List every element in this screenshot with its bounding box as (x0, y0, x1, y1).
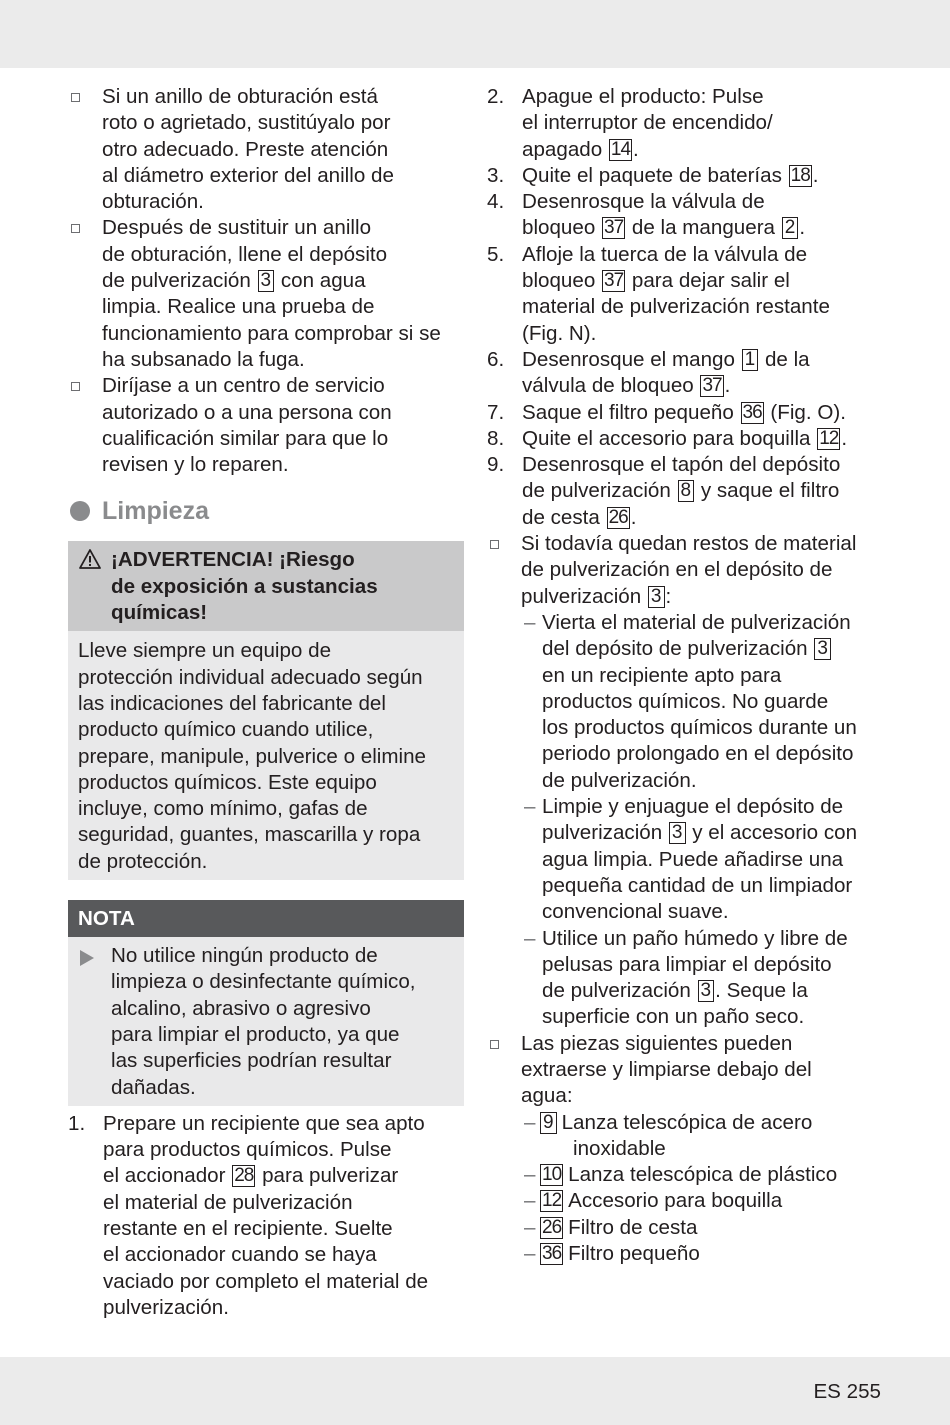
text-segment: de pulverización (542, 979, 697, 1003)
text-line: autorizado o a una persona con (102, 400, 392, 424)
part-reference: 12 (542, 1190, 562, 1212)
text-line (542, 636, 887, 662)
text-segment: con agua (275, 269, 366, 293)
text-segment: el accionador (103, 1164, 232, 1188)
step-number: 2. (487, 85, 505, 108)
text-segment: y saque el filtro (695, 479, 840, 503)
dash-marker: – (524, 1163, 536, 1187)
part-reference: 3 (814, 638, 831, 660)
text-line: Si todavía quedan restos de material (521, 532, 857, 556)
text-segment: Desenrosque el mango (522, 347, 741, 371)
text-line: agua limpia. Puede añadirse una (542, 847, 844, 871)
numbered-step (487, 426, 887, 452)
text-line: de pulverización. (542, 768, 697, 792)
text-segment: bloqueo (522, 216, 602, 240)
dash-marker: – (524, 926, 536, 950)
top-bar (0, 0, 950, 68)
right-column (487, 84, 887, 1267)
step-number: 1. (68, 1111, 86, 1135)
text-line: Desenrosque el tapón del depósito (522, 453, 841, 477)
bullet-item (68, 373, 464, 478)
text-line: alcalino, abrasivo o agresivo (111, 996, 371, 1020)
text-line: Lleve siempre un equipo de (78, 639, 332, 663)
checkbox-bullet-icon (490, 1040, 499, 1049)
text-line (542, 978, 887, 1004)
text-line: químicas! (111, 601, 208, 625)
text-line: prepare, manipule, pulverice o elimine (78, 744, 426, 768)
parts-list-item (522, 1188, 887, 1214)
part-reference: 10 (542, 1164, 562, 1186)
text-segment: pulverización (521, 584, 647, 608)
dash-marker: – (524, 795, 536, 819)
text-line: material de pulverización restante (522, 295, 830, 319)
dash-item (522, 610, 887, 794)
text-line: otro adecuado. Preste atención (102, 137, 389, 161)
text-line: Apague el producto: Pulse (522, 85, 764, 108)
text-line: de pulverización en el depósito de (521, 558, 833, 582)
text-segment: de pulverización (522, 479, 677, 503)
numbered-step (487, 189, 887, 242)
text-line: productos químicos. No guarde (542, 689, 829, 713)
text-line: Después de sustituir un anillo (102, 216, 372, 240)
text-line (539, 1110, 887, 1136)
text-segment: de cesta (522, 505, 606, 529)
text-line (102, 268, 464, 294)
text-line: vaciado por completo el material de (103, 1269, 429, 1293)
text-segment: de la manguera (626, 216, 781, 240)
bullet-item (68, 215, 464, 373)
checkbox-bullet-icon (71, 93, 80, 102)
parts-list-item (522, 1162, 887, 1188)
text-line: limpieza o desinfectante químico, (111, 970, 416, 994)
text-line (539, 1162, 887, 1188)
text-segment: . (799, 216, 806, 240)
part-reference: 3 (698, 980, 715, 1002)
text-line: ¡ADVERTENCIA! ¡Riesgo (111, 548, 355, 572)
text-line (522, 478, 887, 504)
text-line: protección individual adecuado según (78, 665, 423, 689)
left-column (68, 84, 464, 1321)
text-line: de protección. (78, 849, 208, 873)
checkbox-bullet-icon (71, 224, 80, 233)
text-line: dañadas. (111, 1075, 196, 1099)
text-segment: Saque el filtro pequeño (522, 400, 740, 424)
text-line: inoxidable (573, 1136, 666, 1160)
text-line (522, 215, 887, 241)
warning-triangle-icon (79, 549, 101, 569)
text-line: agua: (521, 1084, 573, 1108)
part-reference: 37 (702, 375, 722, 397)
text-segment: bloqueo (522, 269, 602, 293)
text-segment: pulverización (542, 821, 668, 845)
part-reference: 26 (542, 1216, 562, 1238)
text-line (522, 400, 887, 426)
page-number: ES 255 (813, 1380, 881, 1403)
text-line: el accionador cuando se haya (103, 1243, 377, 1267)
text-line: las superficies podrían resultar (111, 1049, 392, 1073)
text-line: obturación. (102, 190, 204, 214)
part-reference: 37 (604, 270, 624, 292)
dash-marker: – (524, 1110, 536, 1134)
text-line: superficie con un paño seco. (542, 1005, 805, 1029)
parts-list-item (522, 1110, 887, 1163)
text-segment: de la (759, 347, 810, 371)
text-segment: Lanza telescópica de acero (561, 1110, 813, 1134)
part-reference: 8 (678, 480, 695, 502)
text-line: Vierta el material de pulverización (542, 610, 851, 634)
warning-body (68, 631, 464, 880)
text-line: Desenrosque la válvula de (522, 190, 765, 214)
part-reference: 26 (608, 506, 628, 528)
dash-marker: – (524, 1242, 536, 1266)
part-reference: 2 (782, 217, 799, 239)
text-line (103, 1163, 464, 1189)
text-line: No utilice ningún producto de (111, 944, 378, 968)
part-reference: 14 (610, 138, 631, 160)
arrow-right-icon (80, 950, 94, 966)
text-line: en un recipiente apto para (542, 663, 782, 687)
text-line: producto químico cuando utilice, (78, 718, 374, 742)
text-line: Diríjase a un centro de servicio (102, 374, 385, 398)
text-line: Las piezas siguientes pueden (521, 1031, 793, 1055)
text-segment: para pulverizar (256, 1164, 399, 1188)
text-line: restante en el recipiente. Suelte (103, 1216, 393, 1240)
checkbox-bullet-icon (71, 382, 80, 391)
text-line (539, 1241, 887, 1267)
text-line: el interruptor de encendido/ (522, 111, 773, 135)
part-reference: 9 (540, 1112, 557, 1134)
text-line (522, 137, 887, 163)
text-line: convencional suave. (542, 900, 729, 924)
text-line: funcionamiento para comprobar si se (102, 321, 441, 345)
dash-marker: – (524, 1189, 536, 1213)
parts-list-item (522, 1215, 887, 1241)
text-line: Afloje la tuerca de la válvula de (522, 242, 808, 266)
section-dot-icon (70, 501, 90, 521)
part-reference: 3 (669, 822, 686, 844)
text-segment: Filtro pequeño (568, 1242, 700, 1266)
numbered-step (487, 163, 887, 189)
text-segment: (Fig. O). (764, 400, 846, 424)
text-line: ha subsanado la fuga. (102, 347, 305, 371)
text-line: productos químicos. Este equipo (78, 770, 377, 794)
text-line (522, 268, 887, 294)
text-segment: para dejar salir el (626, 269, 790, 293)
text-segment: del depósito de pulverización (542, 637, 814, 661)
numbered-step (487, 84, 887, 163)
text-line: para productos químicos. Pulse (103, 1138, 392, 1162)
part-reference: 3 (648, 586, 665, 608)
dash-item (522, 794, 887, 925)
step-number: 3. (487, 163, 505, 187)
text-line (522, 347, 887, 373)
part-reference: 28 (234, 1165, 254, 1187)
part-reference: 12 (819, 427, 839, 449)
text-line: cualificación similar para que lo (102, 426, 389, 450)
step-number: 9. (487, 453, 505, 477)
bullet-item (68, 84, 464, 215)
text-segment: Accesorio para boquilla (568, 1189, 783, 1213)
text-line: seguridad, guantes, mascarilla y ropa (78, 823, 421, 847)
section-title (68, 495, 464, 527)
text-segment: de pulverización (102, 269, 257, 293)
step-number: 8. (487, 426, 505, 450)
text-line (539, 1215, 887, 1241)
text-segment: Lanza telescópica de plástico (568, 1163, 838, 1187)
text-line: al diámetro exterior del anillo de (102, 163, 394, 187)
bullet-item (487, 1031, 887, 1110)
text-segment: . (841, 426, 848, 450)
step-number: 4. (487, 190, 505, 214)
step-number: 6. (487, 347, 505, 371)
note-box (68, 900, 464, 1106)
text-segment: apagado (522, 137, 608, 161)
text-line (539, 1188, 887, 1214)
part-reference: 37 (604, 217, 624, 239)
text-segment: Quite el paquete de baterías (522, 163, 788, 187)
text-segment: : (665, 584, 672, 608)
text-line: para limpiar el producto, ya que (111, 1022, 400, 1046)
part-reference: 1 (742, 349, 759, 371)
text-segment: . (633, 137, 639, 161)
step-number: 7. (487, 400, 505, 424)
text-line: de obturación, llene el depósito (102, 242, 388, 266)
numbered-step (487, 452, 887, 531)
text-line: Utilice un paño húmedo y libre de (542, 926, 848, 950)
numbered-step (487, 400, 887, 426)
text-segment: . Seque la (715, 979, 808, 1003)
text-line: extraerse y limpiarse debajo del (521, 1057, 812, 1081)
section-title-text: Limpieza (102, 497, 209, 526)
text-segment: y el accesorio con (686, 821, 858, 845)
text-line: pulverización. (103, 1295, 229, 1319)
text-line: los productos químicos durante un (542, 716, 857, 740)
text-line (522, 373, 887, 399)
part-reference: 36 (542, 1243, 562, 1265)
dash-item (522, 926, 887, 1031)
text-segment: . (812, 163, 819, 187)
text-line (522, 505, 887, 531)
step-number: 5. (487, 242, 505, 266)
text-line: revisen y lo reparen. (102, 453, 289, 477)
text-line: limpia. Realice una prueba de (102, 295, 375, 319)
text-line: el material de pulverización (103, 1190, 353, 1214)
part-reference: 3 (258, 270, 275, 292)
checkbox-bullet-icon (490, 540, 499, 549)
text-segment: Quite el accesorio para boquilla (522, 426, 817, 450)
text-segment: . (724, 374, 731, 398)
text-line: de exposición a sustancias (111, 574, 378, 598)
text-line: periodo prolongado en el depósito (542, 742, 854, 766)
dash-marker: – (524, 610, 536, 634)
note-body (68, 937, 464, 1106)
note-header: NOTA (68, 900, 464, 937)
part-reference: 36 (742, 401, 762, 423)
text-line: las indicaciones del fabricante del (78, 691, 386, 715)
text-line: pelusas para limpiar el depósito (542, 952, 832, 976)
parts-list-item (522, 1241, 887, 1267)
text-segment: . (630, 505, 637, 529)
text-line: roto o agrietado, sustitúyalo por (102, 111, 391, 135)
text-line (522, 163, 887, 189)
warning-box (68, 541, 464, 880)
text-line (522, 426, 887, 452)
text-segment: Filtro de cesta (568, 1215, 698, 1239)
text-line (521, 584, 887, 610)
numbered-step (487, 347, 887, 400)
bullet-item (487, 531, 887, 610)
numbered-step (487, 242, 887, 347)
text-line: Limpie y enjuague el depósito de (542, 795, 844, 819)
text-segment: válvula de bloqueo (522, 374, 700, 398)
text-line (542, 820, 887, 846)
text-line: Prepare un recipiente que sea apto (103, 1111, 425, 1135)
text-line: (Fig. N). (522, 321, 597, 345)
text-line: incluye, como mínimo, gafas de (78, 797, 368, 821)
text-line: pequeña cantidad de un limpiador (542, 873, 853, 897)
numbered-step (68, 1111, 464, 1321)
part-reference: 18 (790, 164, 810, 186)
warning-header (68, 541, 464, 631)
dash-marker: – (524, 1215, 536, 1239)
footer-bar (0, 1357, 950, 1425)
text-line: Si un anillo de obturación está (102, 85, 378, 108)
